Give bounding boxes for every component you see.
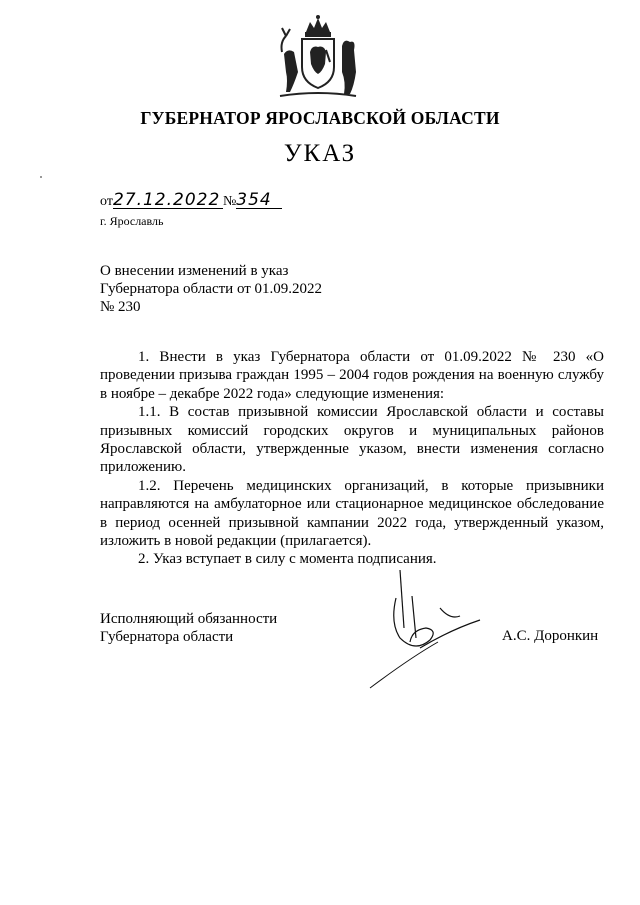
subject-line: Губернатора области от 01.09.2022 <box>100 281 323 297</box>
signatory-title <box>100 610 277 646</box>
document-type: УКАЗ <box>283 140 357 167</box>
issuing-authority: ГУБЕРНАТОР ЯРОСЛАВСКОЙ ОБЛАСТИ <box>140 108 500 128</box>
signatory-title-line: Губернатора области <box>100 629 234 645</box>
date-number-line <box>100 192 282 210</box>
subject-line: № 230 <box>100 299 141 315</box>
signature-icon <box>360 568 500 693</box>
signatory-name: А.С. Доронкин <box>502 628 599 644</box>
paragraph: 1. Внести в указ Губернатора области от 01.09.2022 № 230 «О проведении призыва граждан 1995 – 2004 годов рождения на военную службу в ноябре – декабре 2022 года» следующие изменения: <box>100 349 604 402</box>
city: г. Ярославль <box>100 214 164 228</box>
coat-of-arms-icon <box>272 12 364 102</box>
paragraph: 2. Указ вступает в силу с момента подписания. <box>138 551 437 568</box>
signatory-title-line: Исполняющий обязанности <box>100 611 278 627</box>
subject-line: О внесении изменений в указ <box>100 263 289 279</box>
document-body <box>100 348 604 569</box>
document-number: 354 <box>236 192 282 209</box>
number-prefix: № <box>222 194 237 209</box>
paragraph: 1.2. Перечень медицинских организаций, в которые призывники направляются на амбулаторное или стационарное медицинское обследование в период осенней призывной кампании 2022 года, утвержденный указом, изложить в новой редакции (прилагается). <box>100 477 604 550</box>
document-subject <box>100 262 322 316</box>
margin-mark <box>40 176 42 178</box>
document-date: 27.12.2022 <box>113 192 223 209</box>
date-prefix: от <box>100 194 113 209</box>
paragraph: 1.1. В состав призывной комиссии Ярославской области и составы призывных комиссий городских округов и муниципальных районов Ярославской области, утвержденные указом, внести изменения согласно приложению. <box>100 404 604 476</box>
